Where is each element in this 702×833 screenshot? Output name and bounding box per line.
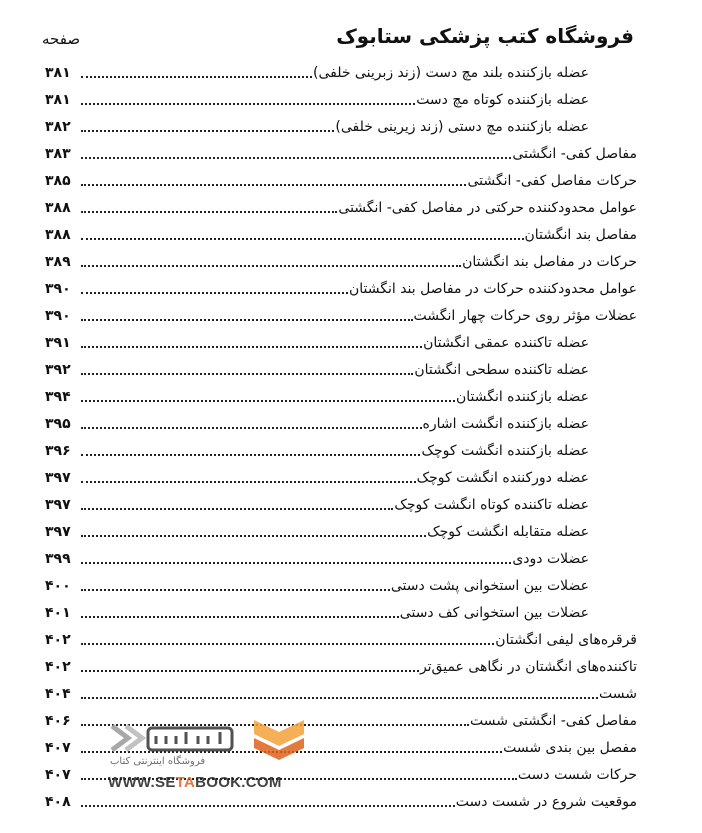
toc-entry <box>81 603 589 623</box>
toc-page-number: ۳۸۱ <box>45 92 71 108</box>
toc-row <box>45 542 637 569</box>
toc-leader-dots <box>81 103 415 105</box>
toc-row <box>45 110 637 137</box>
toc-title: عضله تاکننده کوتاه انگشت کوچک <box>394 497 589 513</box>
toc-row <box>45 407 637 434</box>
toc-page-number: ۴۰۷ <box>45 740 71 756</box>
toc-page-number: ۳۹۰ <box>45 281 71 297</box>
toc-row <box>45 515 637 542</box>
toc-entry <box>81 117 589 137</box>
toc-entry <box>81 549 589 569</box>
toc-page-number: ۳۸۲ <box>45 119 71 135</box>
toc-entry <box>81 252 637 272</box>
toc-title: مفصل بین بندی شست <box>503 740 637 756</box>
toc-entry <box>81 90 589 110</box>
toc-title: عضله دورکننده انگشت کوچک <box>416 470 589 486</box>
toc-page-number: ۴۰۰ <box>45 578 71 594</box>
toc-row <box>45 245 637 272</box>
toc-page-number: ۳۸۸ <box>45 227 71 243</box>
toc-leader-dots <box>81 400 455 402</box>
toc-page-number: ۴۰۲ <box>45 659 71 675</box>
toc-title: عضله بازکننده انگشتان <box>455 389 589 405</box>
watermark-subtitle: فروشگاه اینترنتی کتاب <box>110 756 206 767</box>
toc-leader-dots <box>81 346 422 348</box>
toc-title: موقعیت شروع در شست دست <box>455 794 637 810</box>
toc-leader-dots <box>81 157 511 159</box>
toc-entry <box>81 387 589 407</box>
toc-page-number: ۳۹۱ <box>45 335 71 351</box>
toc-leader-dots <box>81 211 337 213</box>
toc-entry <box>81 63 589 83</box>
toc-title: عضله بازکننده انگشت کوچک <box>421 443 589 459</box>
toc-leader-dots <box>81 319 413 321</box>
toc-leader-dots <box>81 265 461 267</box>
toc-page-number: ۳۸۳ <box>45 146 71 162</box>
toc-page-number: ۳۸۹ <box>45 254 71 270</box>
toc-leader-dots <box>81 76 312 78</box>
toc-title: حرکات مفاصل کفی- انگشتی <box>467 173 637 189</box>
toc-entry <box>81 144 637 164</box>
toc-row <box>45 677 637 704</box>
toc-title: عضلات مؤثر روی حرکات چهار انگشت <box>413 308 637 324</box>
toc-entry <box>81 414 589 434</box>
toc-page-number: ۴۰۴ <box>45 686 71 702</box>
toc-leader-dots <box>81 589 390 591</box>
toc-row <box>45 353 637 380</box>
toc-title: عضلات دودی <box>512 551 589 567</box>
toc-leader-dots <box>81 373 413 375</box>
toc-page-number: ۴۰۲ <box>45 632 71 648</box>
toc-entry <box>81 684 637 704</box>
table-of-contents <box>45 56 637 812</box>
toc-entry <box>81 576 589 596</box>
toc-row <box>45 569 637 596</box>
toc-leader-dots <box>81 805 455 807</box>
toc-leader-dots <box>81 238 524 240</box>
toc-title: شست <box>599 686 637 702</box>
toc-entry <box>81 171 637 191</box>
toc-leader-dots <box>81 670 419 672</box>
toc-title: مفاصل بند انگشتان <box>524 227 637 243</box>
toc-leader-dots <box>81 130 334 132</box>
toc-title: عضلات بین استخوانی کف دستی <box>399 605 589 621</box>
book-icon <box>248 714 310 764</box>
toc-entry <box>81 657 637 677</box>
toc-entry <box>81 441 589 461</box>
toc-page-number: ۴۰۶ <box>45 713 71 729</box>
toc-page-number: ۳۹۲ <box>45 362 71 378</box>
toc-title: عضله تاکننده سطحی انگشتان <box>414 362 589 378</box>
toc-title: حرکات شست دست <box>517 767 637 783</box>
toc-entry <box>81 306 637 326</box>
watermark-url: WWW.SETABOOK.COM <box>108 774 282 791</box>
toc-page-number: ۳۸۸ <box>45 200 71 216</box>
toc-row <box>45 218 637 245</box>
store-title: فروشگاه کتب پزشکی ستابوک <box>336 24 634 48</box>
toc-row <box>45 56 637 83</box>
toc-title: عوامل محدودکننده حرکات در مفاصل بند انگشتان <box>348 281 637 297</box>
toc-title: تاکننده‌های انگشتان در نگاهی عمیق‌تر <box>419 659 637 675</box>
toc-entry <box>81 630 637 650</box>
toc-title: عضله بازکننده کوتاه مچ دست <box>416 92 589 108</box>
toc-entry <box>81 468 589 488</box>
toc-page-number: ۴۰۱ <box>45 605 71 621</box>
toc-row <box>45 191 637 218</box>
setabook-watermark <box>98 712 328 802</box>
toc-entry <box>81 360 589 380</box>
toc-leader-dots <box>81 481 416 483</box>
toc-row <box>45 272 637 299</box>
toc-entry <box>81 279 637 299</box>
toc-entry <box>81 522 589 542</box>
toc-leader-dots <box>81 292 348 294</box>
toc-leader-dots <box>81 562 511 564</box>
toc-title: مفاصل کفی- انگشتی <box>512 146 637 162</box>
toc-entry <box>81 333 589 353</box>
toc-leader-dots <box>81 697 598 699</box>
toc-title: عضله تاکننده عمقی انگشتان <box>423 335 589 351</box>
toc-title: قرقره‌های لیفی انگشتان <box>495 632 637 648</box>
toc-leader-dots <box>81 535 426 537</box>
toc-leader-dots <box>81 508 393 510</box>
toc-leader-dots <box>81 643 494 645</box>
toc-page-number: ۴۰۷ <box>45 767 71 783</box>
toc-leader-dots <box>81 427 422 429</box>
toc-entry <box>81 495 589 515</box>
toc-page-number: ۴۰۸ <box>45 794 71 810</box>
toc-row <box>45 380 637 407</box>
toc-row <box>45 83 637 110</box>
toc-page-number: ۳۸۵ <box>45 173 71 189</box>
toc-row <box>45 299 637 326</box>
toc-page-number: ۳۹۷ <box>45 470 71 486</box>
toc-title: حرکات در مفاصل بند انگشتان <box>462 254 637 270</box>
toc-row <box>45 137 637 164</box>
toc-page-number: ۳۹۷ <box>45 497 71 513</box>
page-column-label: صفحه <box>42 30 81 48</box>
toc-leader-dots <box>81 184 466 186</box>
toc-title: عضلات بین استخوانی پشت دستی <box>390 578 589 594</box>
toc-row <box>45 596 637 623</box>
toc-title: عضله بازکننده بلند مچ دست (زند زبرینی خلفی) <box>312 65 589 81</box>
toc-title: عضله متقابله انگشت کوچک <box>427 524 589 540</box>
toc-page-number: ۳۹۶ <box>45 443 71 459</box>
toc-leader-dots <box>81 616 399 618</box>
toc-entry <box>81 225 637 245</box>
toc-title: عضله بازکننده انگشت اشاره <box>422 416 589 432</box>
setabook-logo-icon <box>108 716 238 760</box>
toc-page-number: ۳۹۹ <box>45 551 71 567</box>
toc-row <box>45 650 637 677</box>
toc-page-number: ۳۹۰ <box>45 308 71 324</box>
toc-row <box>45 623 637 650</box>
toc-row <box>45 434 637 461</box>
toc-page-number: ۳۹۵ <box>45 416 71 432</box>
toc-page-number: ۳۸۱ <box>45 65 71 81</box>
toc-entry <box>81 198 637 218</box>
toc-page-number: ۳۹۷ <box>45 524 71 540</box>
toc-page-number: ۳۹۴ <box>45 389 71 405</box>
toc-leader-dots <box>81 454 420 456</box>
toc-row <box>45 488 637 515</box>
toc-row <box>45 461 637 488</box>
toc-row <box>45 326 637 353</box>
toc-title: عوامل محدودکننده حرکتی در مفاصل کفی- انگشتی <box>338 200 637 216</box>
toc-row <box>45 164 637 191</box>
toc-title: عضله بازکننده مچ دستی (زند زیرینی خلفی) <box>335 119 589 135</box>
toc-title: مفاصل کفی- انگشتی شست <box>469 713 637 729</box>
